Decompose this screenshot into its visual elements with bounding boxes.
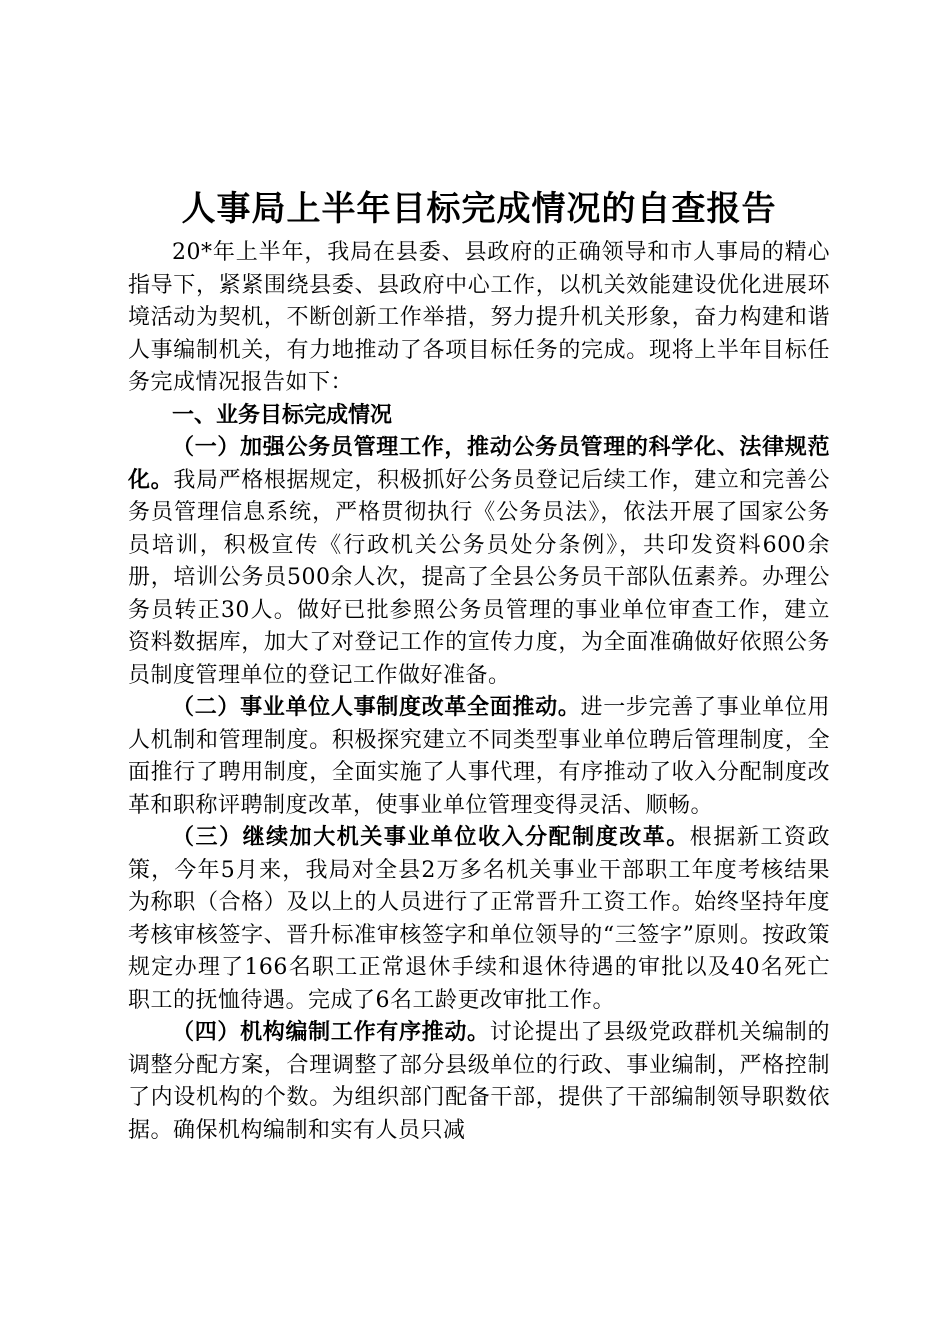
intro-paragraph: 20*年上半年，我局在县委、县政府的正确领导和市人事局的精心指导下，紧紧围绕县委、县政府中心工作，以机关效能建设优化进展环境活动为契机，不断创新工作举措，努力提升机关形象，奋力构建和谐人事编制机关，有力地推动了各项目标任务的完成。现将上半年目标任务完成情况报告如下：: [128, 240, 830, 395]
item-paragraph-income-reform: [128, 822, 830, 1017]
item-body: 根据新工资政策，今年5月来，我局对全县2万多名机关事业干部职工年度考核结果为称职（合格）及以上的人员进行了正常晋升工资工作。始终坚持年度考核审核签字、晋升标准审核签字和单位领导的“三签字”原则。按政策规定办理了166名职工正常退休手续和退休待遇的审批以及40名死亡职工的抚恤待遇。完成了6名工龄更改审批工作。: [128, 825, 830, 1013]
item-body: 讨论提出了县级党政群机关编制的调整分配方案，合理调整了部分县级单位的行政、事业编制，严格控制了内设机构的个数。为组织部门配备干部，提供了干部编制领导职数依据。确保机构编制和实有人员只减: [128, 1020, 830, 1143]
section-heading-business-goals: 一、业务目标完成情况: [172, 402, 393, 428]
item-paragraph-civil-servant: [128, 432, 830, 692]
item-lead: （二）事业单位人事制度改革全面推动。: [172, 695, 581, 720]
document-page: [128, 183, 830, 1147]
item-lead: （三）继续加大机关事业单位收入分配制度改革。: [172, 825, 690, 850]
document-title: 人事局上半年目标完成情况的自查报告: [181, 189, 777, 229]
item-paragraph-institution-reform: [128, 692, 830, 822]
item-lead: （四）机构编制工作有序推动。: [172, 1020, 490, 1045]
item-paragraph-staffing: [128, 1017, 830, 1147]
item-body: 进一步完善了事业单位用人机制和管理制度。积极探究建立不同类型事业单位聘后管理制度，全面推行了聘用制度，全面实施了人事代理，有序推动了收入分配制度改革和职称评聘制度改革，使事业单位管理变得灵活、顺畅。: [128, 695, 830, 818]
item-lead: （一）加强公务员管理工作，推动公务员管理的科学化、法律规范化。: [128, 435, 830, 493]
item-body: 我局严格根据规定，积极抓好公务员登记后续工作，建立和完善公务员管理信息系统，严格贯彻执行《公务员法》，依法开展了国家公务员培训，积极宣传《行政机关公务员处分条例》，共印发资料600余册，培训公务员500余人次，提高了全县公务员干部队伍素养。办理公务员转正30人。做好已批参照公务员管理的事业单位审查工作，建立资料数据库，加大了对登记工作的宣传力度，为全面准确做好依照公务员制度管理单位的登记工作做好准备。: [128, 467, 830, 688]
